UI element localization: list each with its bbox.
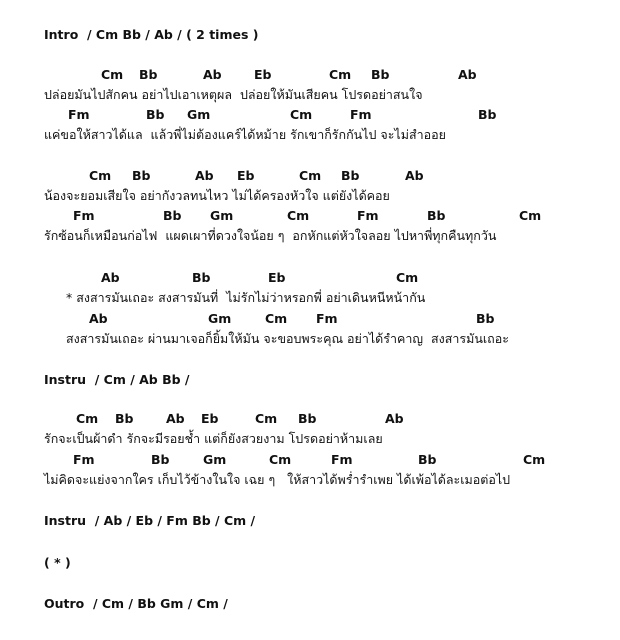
chord: Fm bbox=[357, 208, 379, 223]
lyric-line: ไม่คิดจะแย่งจากใคร เก็บไว้ข้างในใจ เฉย ๆ ให้สาวได้พร่ำรำเพย ได้เพ้อได้ละเมอต่อไป bbox=[44, 472, 511, 487]
chord: Ab bbox=[101, 270, 120, 285]
chord: Cm bbox=[269, 452, 292, 467]
chord: Bb bbox=[151, 452, 170, 467]
lyric-line: น้องจะยอมเสียใจ อย่ากังวลทนไหว ไม่ได้ครองหัวใจ แต่ยังได้คอย bbox=[44, 188, 390, 203]
chord: Bb bbox=[427, 208, 446, 223]
chord: Ab bbox=[203, 67, 222, 82]
chord: Ab bbox=[458, 67, 477, 82]
lyric-line: * สงสารมันเถอะ สงสารมันที่ ไม่รักไม่ว่าหรอกพี่ อย่าเดินหนีหน้ากัน bbox=[66, 290, 426, 305]
chord: Gm bbox=[208, 311, 232, 326]
chord: Gm bbox=[203, 452, 227, 467]
chord: Fm bbox=[68, 107, 90, 122]
chord: Eb bbox=[201, 411, 219, 426]
chord: Cm bbox=[255, 411, 278, 426]
instru-line: Instru / Cm / Ab Bb / bbox=[44, 372, 190, 387]
chord: Cm bbox=[329, 67, 352, 82]
chord: Bb bbox=[146, 107, 165, 122]
chord: Cm bbox=[101, 67, 124, 82]
chord: Ab bbox=[166, 411, 185, 426]
chord: Cm bbox=[265, 311, 288, 326]
outro-line: Outro / Cm / Bb Gm / Cm / bbox=[44, 596, 228, 611]
instru-line: Instru / Ab / Eb / Fm Bb / Cm / bbox=[44, 513, 256, 528]
chord: Cm bbox=[299, 168, 322, 183]
chord: Fm bbox=[73, 208, 95, 223]
chord: Cm bbox=[89, 168, 112, 183]
chord: Bb bbox=[371, 67, 390, 82]
intro-line: Intro / Cm Bb / Ab / ( 2 times ) bbox=[44, 27, 259, 42]
chord: Bb bbox=[418, 452, 437, 467]
lyric-line: รักซ้อนก็เหมือนก่อไฟ แผดเผาที่ดวงใจน้อย ๆ อกหักแต่หัวใจลอย ไปหาพี่ทุกคืนทุกวัน bbox=[44, 228, 497, 243]
chord: Ab bbox=[195, 168, 214, 183]
chord: Fm bbox=[350, 107, 372, 122]
chord: Bb bbox=[476, 311, 495, 326]
chord: Ab bbox=[89, 311, 108, 326]
chord: Eb bbox=[268, 270, 286, 285]
chord: Bb bbox=[298, 411, 317, 426]
chord: Cm bbox=[290, 107, 313, 122]
chord: Bb bbox=[192, 270, 211, 285]
chord: Bb bbox=[132, 168, 151, 183]
chord: Eb bbox=[237, 168, 255, 183]
repeat-marker: ( * ) bbox=[44, 555, 71, 570]
chord: Eb bbox=[254, 67, 272, 82]
chord: Cm bbox=[76, 411, 99, 426]
chord: Cm bbox=[287, 208, 310, 223]
chord: Bb bbox=[139, 67, 158, 82]
chord: Ab bbox=[385, 411, 404, 426]
chord: Cm bbox=[523, 452, 546, 467]
chord: Fm bbox=[331, 452, 353, 467]
lyric-line: รักจะเป็นผ้าดำ รักจะมีรอยช้ำ แต่ก็ยังสวยงาม โปรดอย่าห้ามเลย bbox=[44, 431, 383, 446]
chord: Fm bbox=[316, 311, 338, 326]
chord: Cm bbox=[519, 208, 542, 223]
lyric-line: สงสารมันเถอะ ผ่านมาเจอก็ยิ้มให้มัน จะขอบพระคุณ อย่าได้รำคาญ สงสารมันเถอะ bbox=[66, 331, 509, 346]
chord: Bb bbox=[341, 168, 360, 183]
lyric-line: แค่ขอให้สาวได้แล แล้วพี่ไม่ต้องแคร์ได้หม้าย รักเขาก็รักกันไป จะไม่สำออย bbox=[44, 127, 446, 142]
chord: Cm bbox=[396, 270, 419, 285]
chord: Gm bbox=[210, 208, 234, 223]
lyric-line: ปล่อยมันไปสักคน อย่าไปเอาเหตุผล ปล่อยให้มันเสียคน โปรดอย่าสนใจ bbox=[44, 87, 423, 102]
chord: Bb bbox=[163, 208, 182, 223]
chord: Fm bbox=[73, 452, 95, 467]
chord: Bb bbox=[478, 107, 497, 122]
chord: Gm bbox=[187, 107, 211, 122]
chord: Ab bbox=[405, 168, 424, 183]
chord: Bb bbox=[115, 411, 134, 426]
